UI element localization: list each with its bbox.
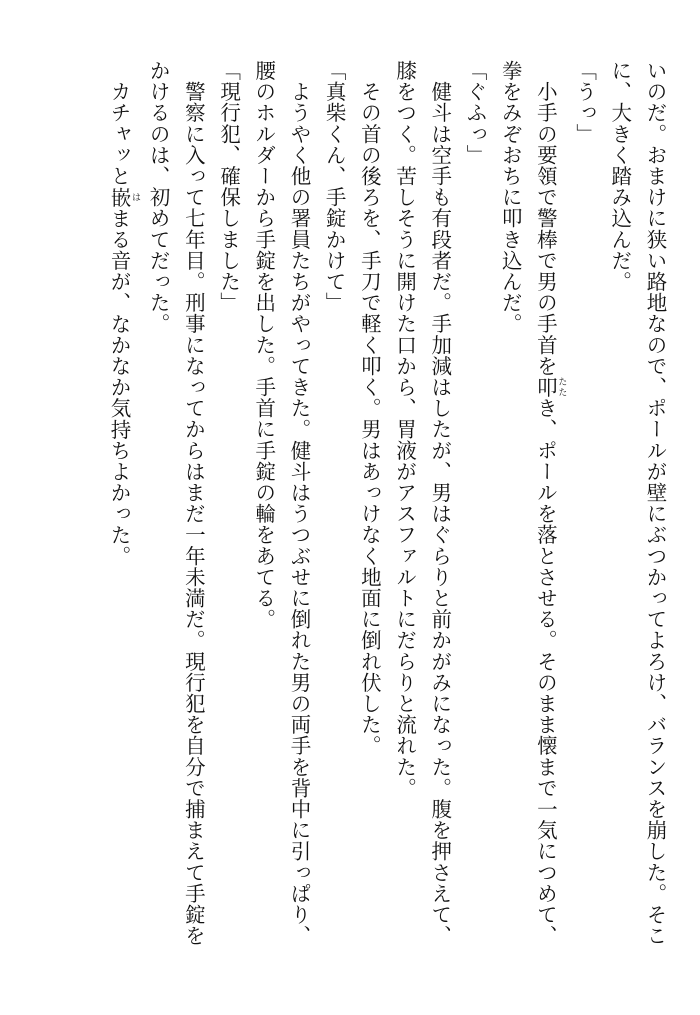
text-segment: まる音が、なかなか気持ちよかった。 [106, 207, 131, 567]
text-segment: 小手の要領で警棒で男の手首を [533, 60, 558, 377]
ruby-base: 叩 [533, 376, 558, 398]
ruby-annotation [533, 376, 567, 398]
text-line-with-ruby [101, 60, 140, 965]
ruby-reading: は [129, 186, 140, 208]
text-line: 拳をみぞおちに叩き込んだ。 [498, 60, 523, 335]
text-line: 「真柴くん、手錠かけて」 [322, 60, 347, 314]
text-line: 「うっ」 [572, 60, 597, 145]
text-line: 腰のホルダーから手錠を出した。手首に手錠の輪をあてる。 [251, 60, 276, 630]
text-line: かけるのは、初めてだった。 [146, 60, 171, 335]
text-line: に、大きく踏み込んだ。 [607, 60, 632, 293]
ruby-base: 嵌 [106, 186, 131, 208]
text-line: ようやく他の署員たちがやってきた。健斗はうつぶせに倒れた男の両手を背中に引っぱり、 [286, 60, 311, 947]
ruby-annotation [106, 186, 140, 208]
text-line: その首の後ろを、手刀で軽く叩く。男はあっけなく地面に倒れ伏した。 [357, 60, 382, 757]
text-line-with-ruby [527, 60, 566, 965]
text-line: 膝をつく。苦しそうに開けた口から、胃液がアスファルトにだらりと流れた。 [392, 60, 417, 799]
text-segment: カチャッと [106, 60, 131, 187]
text-line: 健斗は空手も有段者だ。手加減はしたが、男はぐらりと前かがみになった。腹を押さえて、 [427, 60, 452, 947]
vertical-text-body [101, 60, 672, 965]
text-line: 警察に入って七年目。刑事になってからはまだ一年未満だ。現行犯を自分で捕まえて手錠を [181, 60, 206, 947]
text-segment: き、ポールを落とさせる。そのまま懐まで一気につめて、 [533, 397, 558, 947]
ruby-reading: たた [556, 376, 567, 398]
text-line: 「ぐふっ」 [462, 60, 487, 166]
text-line: 「現行犯、確保しました」 [216, 60, 241, 314]
text-line: いのだ。おまけに狭い路地なので、ポールが壁にぶつかってよろけ、バランスを崩した。そこ [643, 60, 667, 947]
